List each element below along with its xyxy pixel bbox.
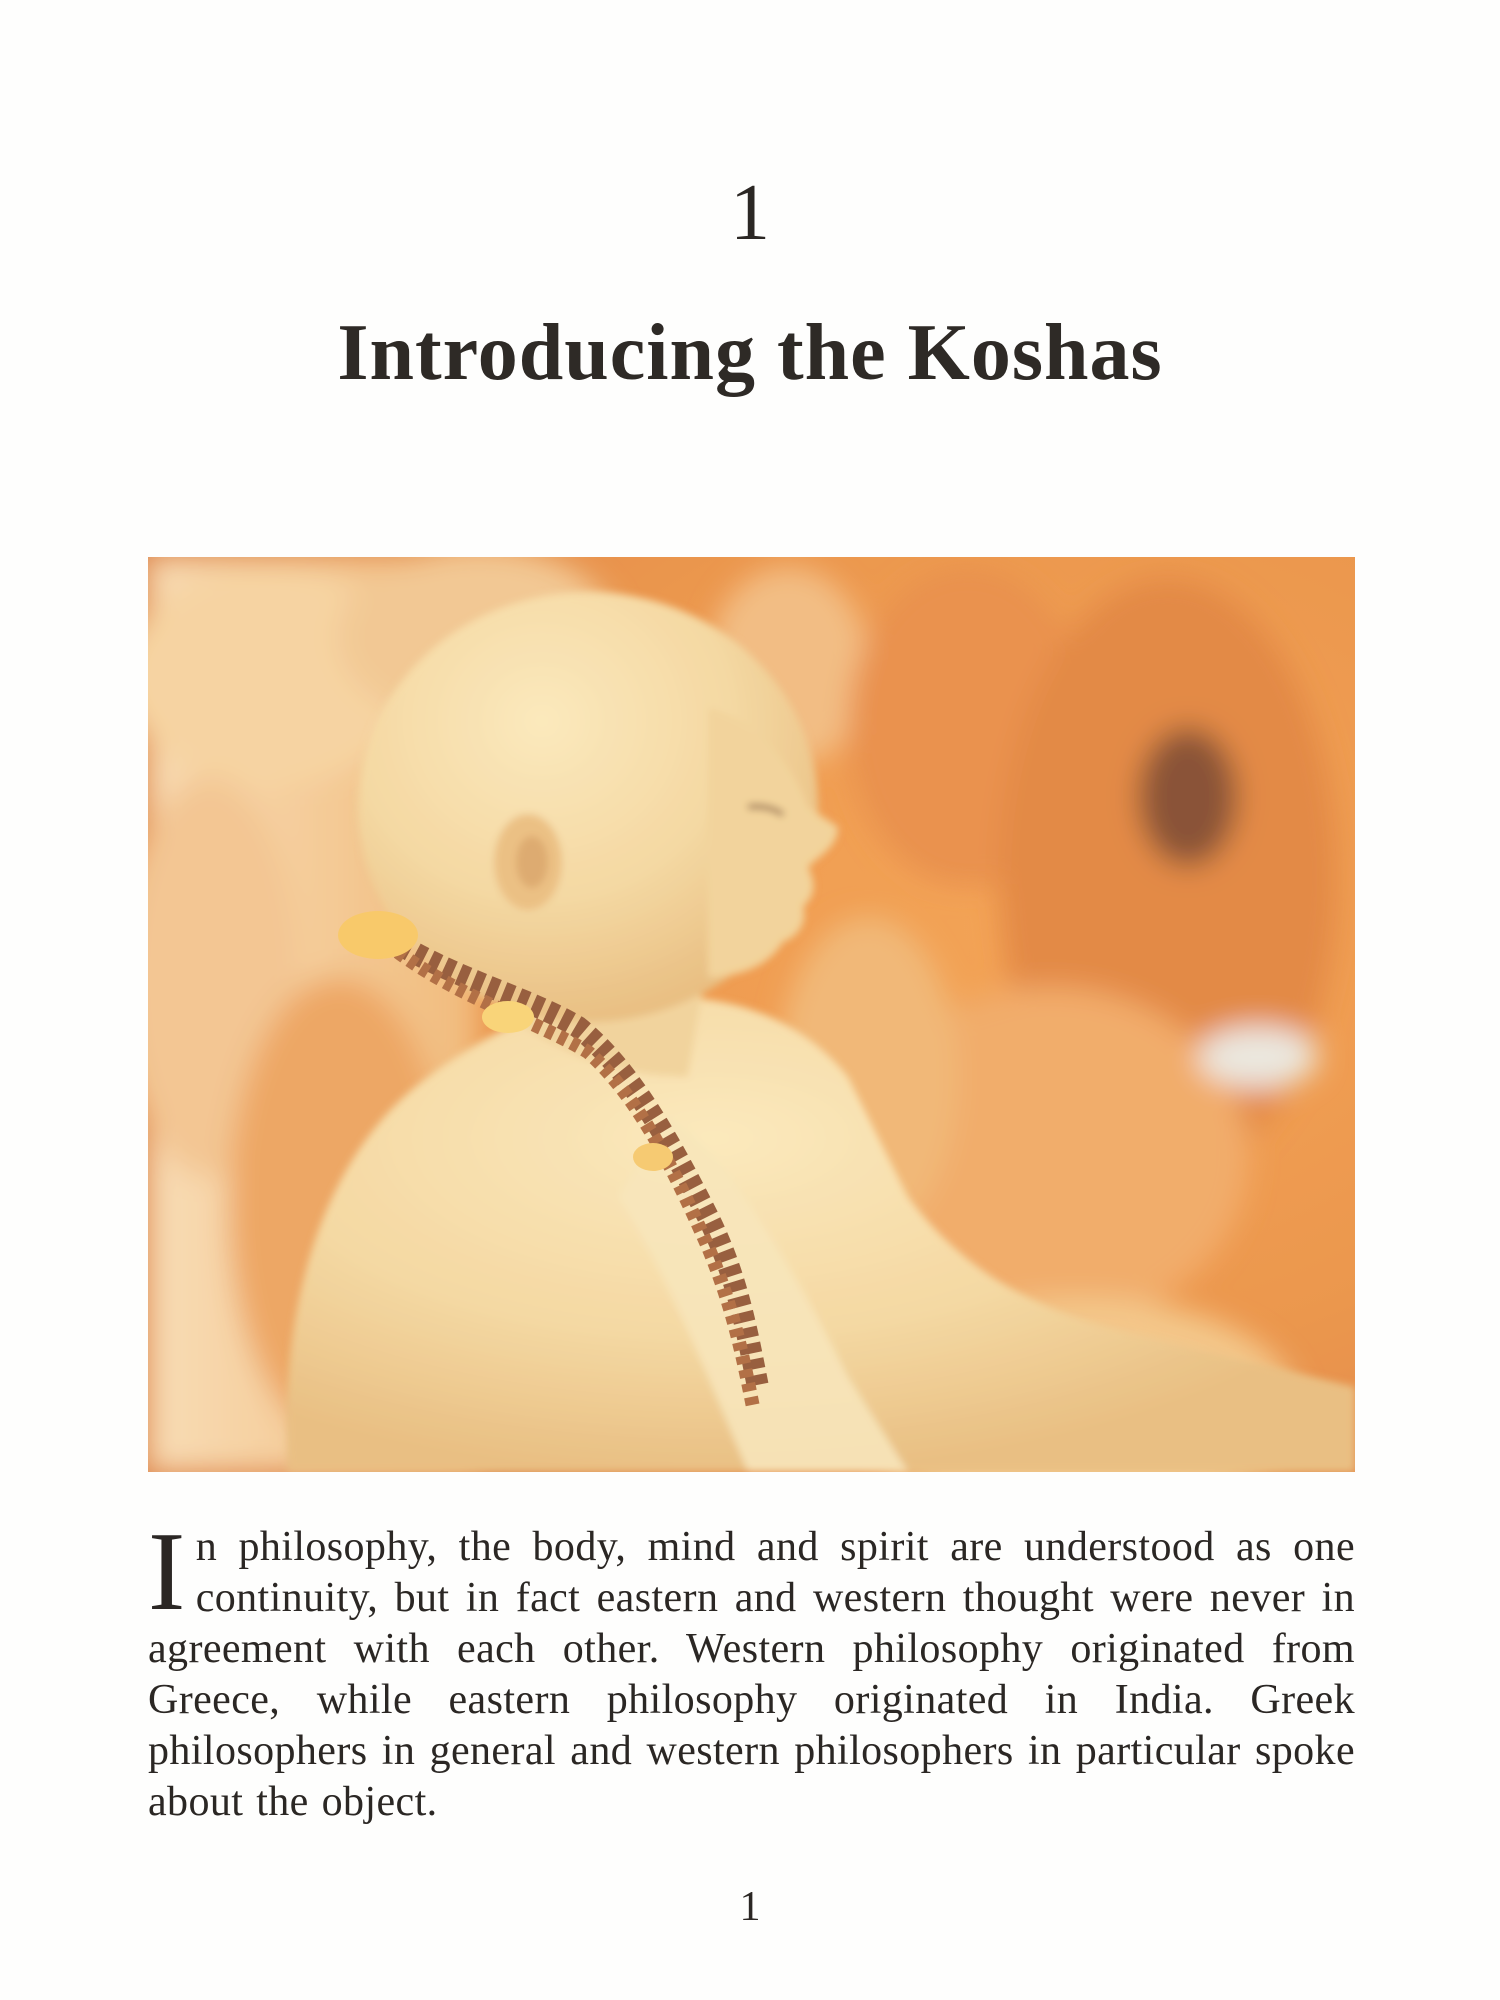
page-number: 1 <box>739 1884 761 1930</box>
drop-cap: I <box>148 1510 186 1634</box>
chapter-body-paragraph <box>148 1510 1355 1828</box>
chapter-title: Introducing the Koshas <box>337 309 1163 397</box>
photo-of-swami-in-profile-icon <box>148 557 1355 1472</box>
chapter-number: 1 <box>730 169 770 257</box>
chapter-photo <box>148 557 1355 1472</box>
paragraph-text: n philosophy, the body, mind and spirit are understood as one continuity, but in fact eastern and western thought were never in agreement with each other. Western philosophy originated from Greece, while eastern philosophy originated in India. Greek philosophers in general and western philosophers in particular spoke about the object. <box>148 1524 1355 1825</box>
